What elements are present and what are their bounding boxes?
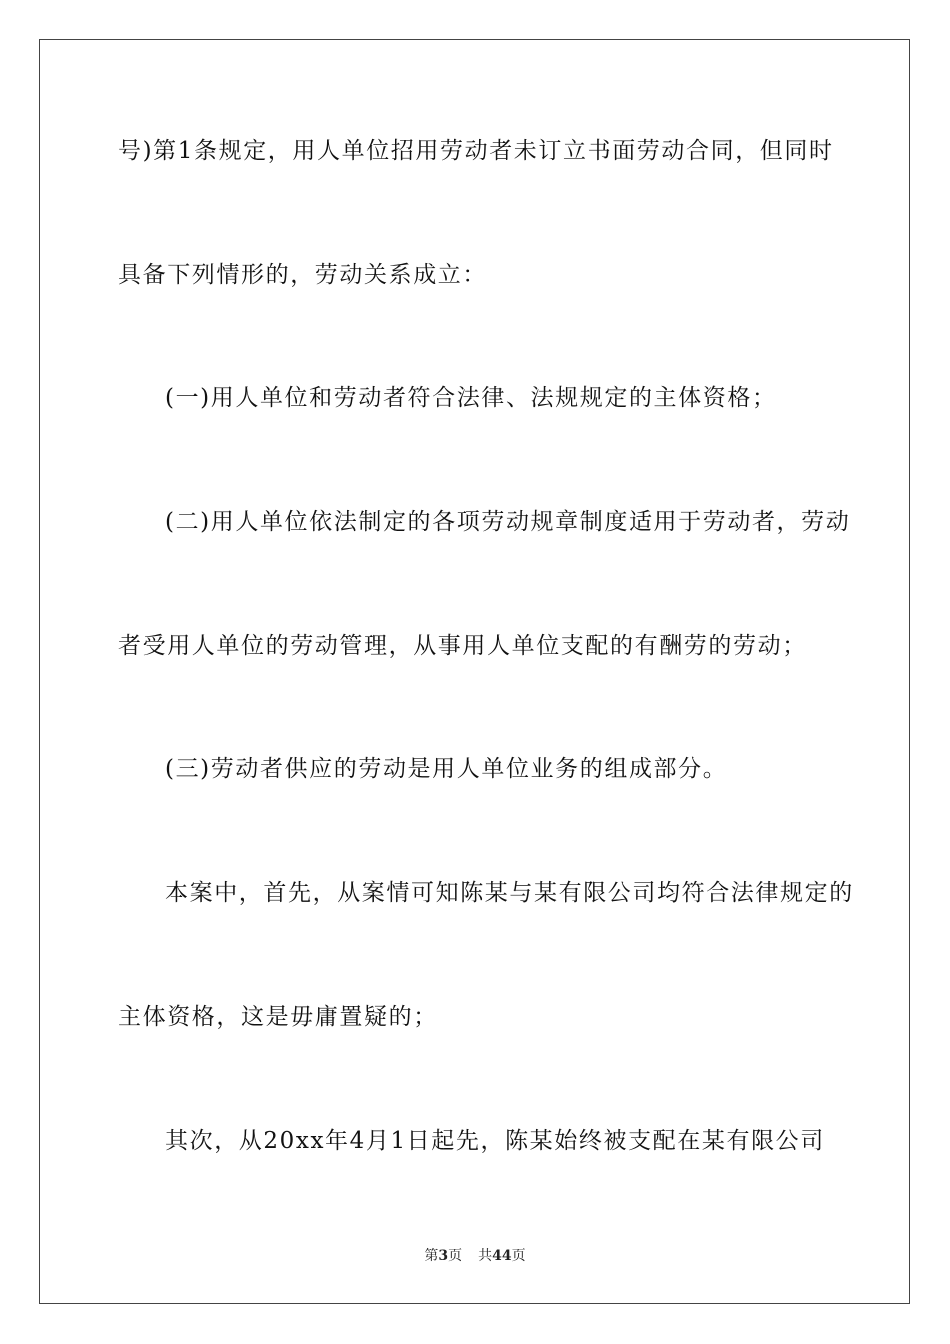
paragraph-second-line-1: 其次，从20xx年4月1日起先，陈某始终被支配在某有限公司	[165, 1128, 825, 1154]
list-item-2-line-2: 者受用人单位的劳动管理，从事用人单位支配的有酬劳的劳动；	[118, 633, 807, 659]
total-label-prefix: 共	[478, 1248, 493, 1264]
body-line-1: 号)第1条规定，用人单位招用劳动者未订立书面劳动合同，但同时	[118, 138, 834, 164]
paragraph-analysis-line-2: 主体资格，这是毋庸置疑的；	[118, 1004, 438, 1030]
list-item-2-line-1: (二)用人单位依法制定的各项劳动规章制度适用于劳动者，劳动	[165, 509, 851, 535]
list-item-3: (三)劳动者供应的劳动是用人单位业务的组成部分。	[165, 756, 728, 782]
body-line-2: 具备下列情形的，劳动关系成立：	[118, 262, 487, 288]
paragraph-analysis-line-1: 本案中，首先，从案情可知陈某与某有限公司均符合法律规定的	[165, 880, 854, 906]
total-label-suffix: 页	[511, 1248, 526, 1264]
page-footer	[0, 1247, 950, 1265]
total-pages: 44	[492, 1248, 512, 1264]
page-border	[39, 39, 910, 1304]
page-number: 3	[438, 1248, 449, 1264]
page-label-prefix: 第	[424, 1248, 439, 1264]
page-label-suffix: 页	[448, 1248, 463, 1264]
list-item-1: (一)用人单位和劳动者符合法律、法规规定的主体资格；	[165, 385, 777, 411]
